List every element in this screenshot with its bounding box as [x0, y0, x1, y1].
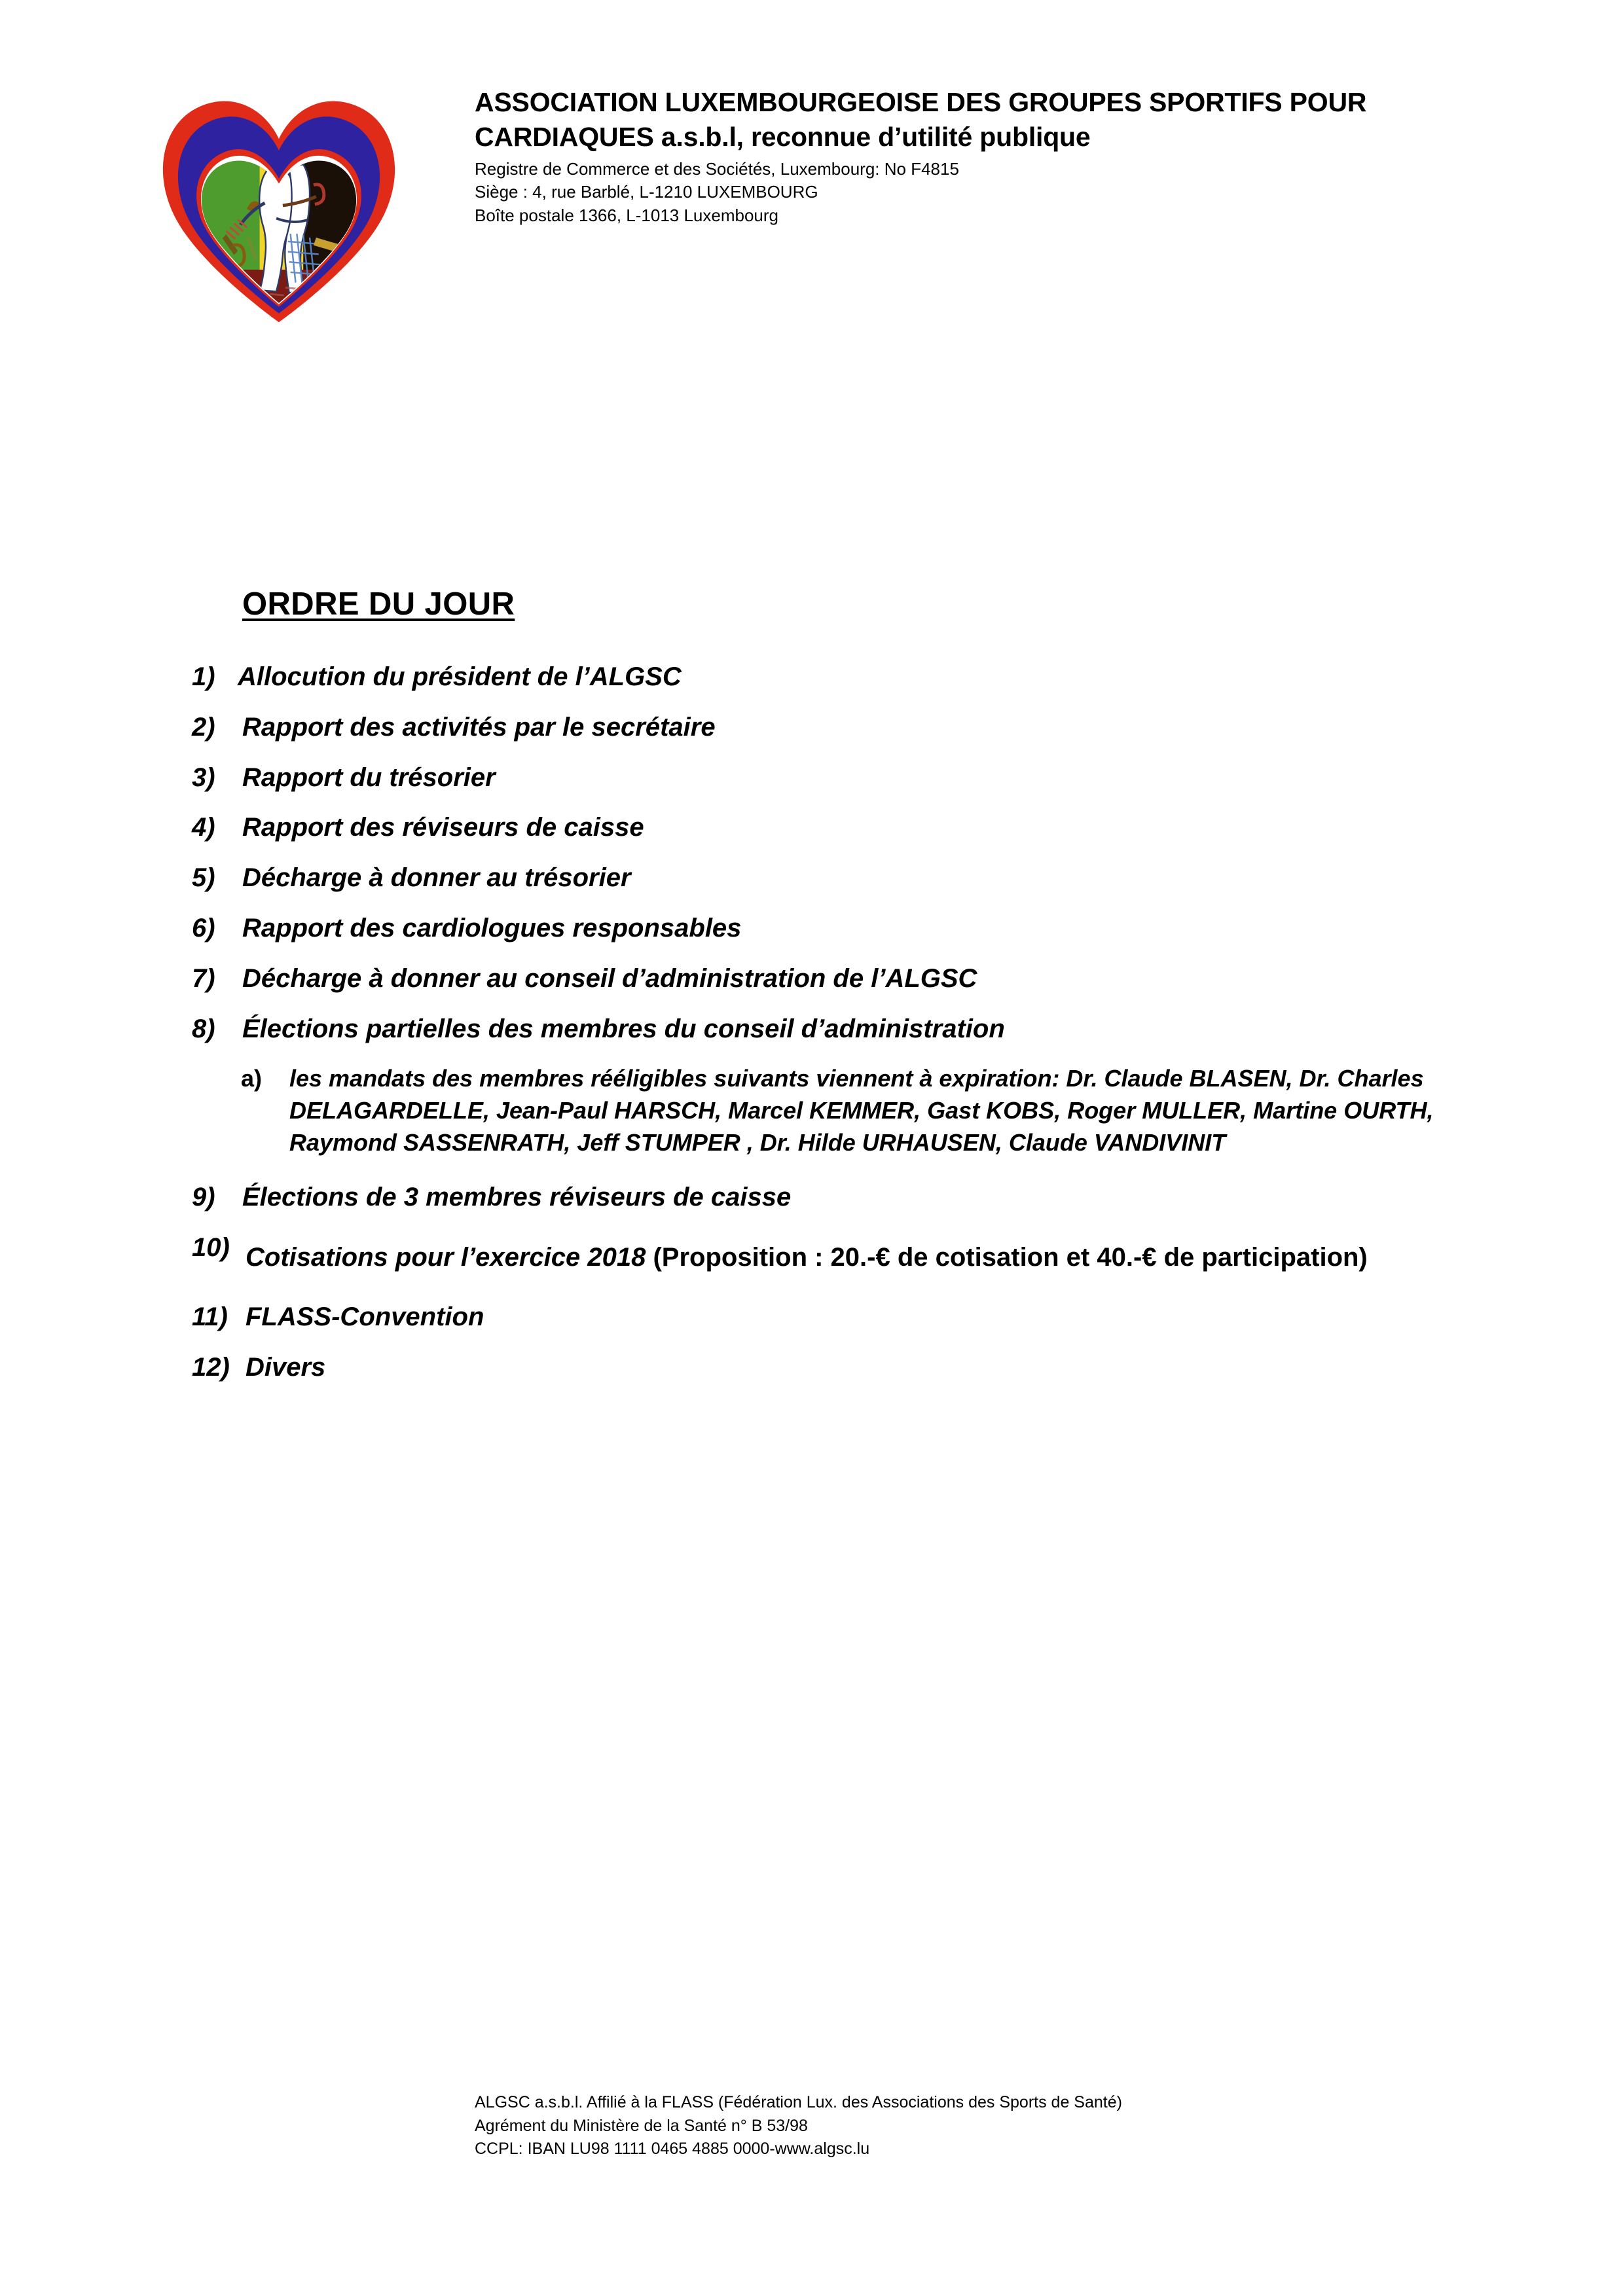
footer-line-accreditation: Agrément du Ministère de la Santé n° B 53/98 — [475, 2116, 808, 2135]
footer-line-affiliation: ALGSC a.s.b.l. Affilié à la FLASS (Fédération Lux. des Associations des Sports de Santé) — [475, 2093, 1122, 2111]
list-item — [0, 711, 1623, 744]
list-item — [0, 862, 1623, 894]
page-header — [0, 0, 1623, 340]
footer-line-bank: CCPL: IBAN LU98 1111 0465 4885 0000-www.algsc.lu — [475, 2140, 870, 2158]
sub-list-item-marker: a) — [241, 1065, 263, 1092]
list-item-text: Rapport du trésorier — [242, 762, 496, 792]
list-item — [0, 912, 1623, 944]
list-item-number: 6) — [192, 913, 215, 942]
heart-logo — [149, 77, 409, 334]
page-title: ORDRE DU JOUR — [242, 586, 515, 622]
postbox-line: Boîte postale 1366, L-1013 Luxembourg — [475, 206, 779, 226]
list-item-text: Élections de 3 membres réviseurs de caisse — [242, 1183, 792, 1212]
list-item-text — [246, 1232, 1623, 1283]
list-item — [0, 762, 1623, 794]
header-text-block — [475, 85, 1575, 228]
list-item-text: FLASS-Convention — [246, 1302, 484, 1332]
list-item-number: 8) — [192, 1014, 215, 1043]
sub-list-item-text: les mandats des membres rééligibles suivants viennent à expiration: Dr. Claude BLASEN, Dr. Charles DELAGARDELLE, Jean-Paul HARSCH, Marcel KEMMER, Gast KOBS, Roger MULLER, Martine OURTH, Raymond SASSENRATH, Jeff STUMPER , Dr. Hilde URHAUSEN, Claude VANDIVINIT — [289, 1065, 1434, 1157]
list-item — [0, 1352, 1623, 1384]
agenda-list — [0, 661, 1623, 1402]
list-item-number: 5) — [192, 863, 215, 893]
organization-title-line2: CARDIAQUES a.s.b.l, reconnue d’utilité publique — [475, 122, 1091, 152]
list-item-number: 7) — [192, 963, 215, 993]
list-item-text: Divers — [246, 1352, 326, 1382]
list-item-text: Rapport des réviseurs de caisse — [242, 813, 644, 842]
list-item — [0, 963, 1623, 995]
list-item-text: Décharge à donner au conseil d’administration de l’ALGSC — [242, 963, 977, 993]
organization-title-line1: ASSOCIATION LUXEMBOURGEOISE DES GROUPES SPORTIFS POUR — [475, 87, 1367, 117]
list-item-number: 3) — [192, 762, 215, 792]
list-item-text: Décharge à donner au trésorier — [242, 863, 631, 893]
page-footer — [475, 2091, 1122, 2161]
sub-list-item — [0, 1063, 1623, 1159]
organization-title — [475, 85, 1575, 155]
list-item-text: Allocution du président de l’ALGSC — [238, 662, 682, 691]
list-item — [0, 812, 1623, 844]
list-item-number: 4) — [192, 813, 215, 842]
list-item-text-plain: (Proposition : 20.-€ de cotisation et 40.-€ de participation) — [653, 1243, 1368, 1272]
list-item — [0, 1181, 1623, 1213]
list-item-number: 2) — [192, 712, 215, 742]
list-item — [0, 1301, 1623, 1333]
list-item-text: Rapport des activités par le secrétaire — [242, 712, 716, 742]
seat-line: Siège : 4, rue Barblé, L-1210 LUXEMBOURG — [475, 182, 818, 202]
list-item-number: 1) — [192, 662, 215, 691]
list-item — [0, 1232, 1623, 1283]
list-item-number: 12) — [192, 1352, 230, 1382]
list-item — [0, 661, 1623, 693]
registry-line: Registre de Commerce et des Sociétés, Luxembourg: No F4815 — [475, 158, 959, 179]
list-item-number: 10) — [192, 1233, 230, 1263]
list-item-text: Élections partielles des membres du conseil d’administration — [242, 1014, 1005, 1043]
list-item — [0, 1013, 1623, 1045]
list-item-text-italic: Cotisations pour l’exercice 2018 — [246, 1243, 653, 1272]
list-item-number: 11) — [192, 1302, 228, 1332]
list-item-number: 9) — [192, 1183, 215, 1212]
list-item-text: Rapport des cardiologues responsables — [242, 913, 742, 942]
